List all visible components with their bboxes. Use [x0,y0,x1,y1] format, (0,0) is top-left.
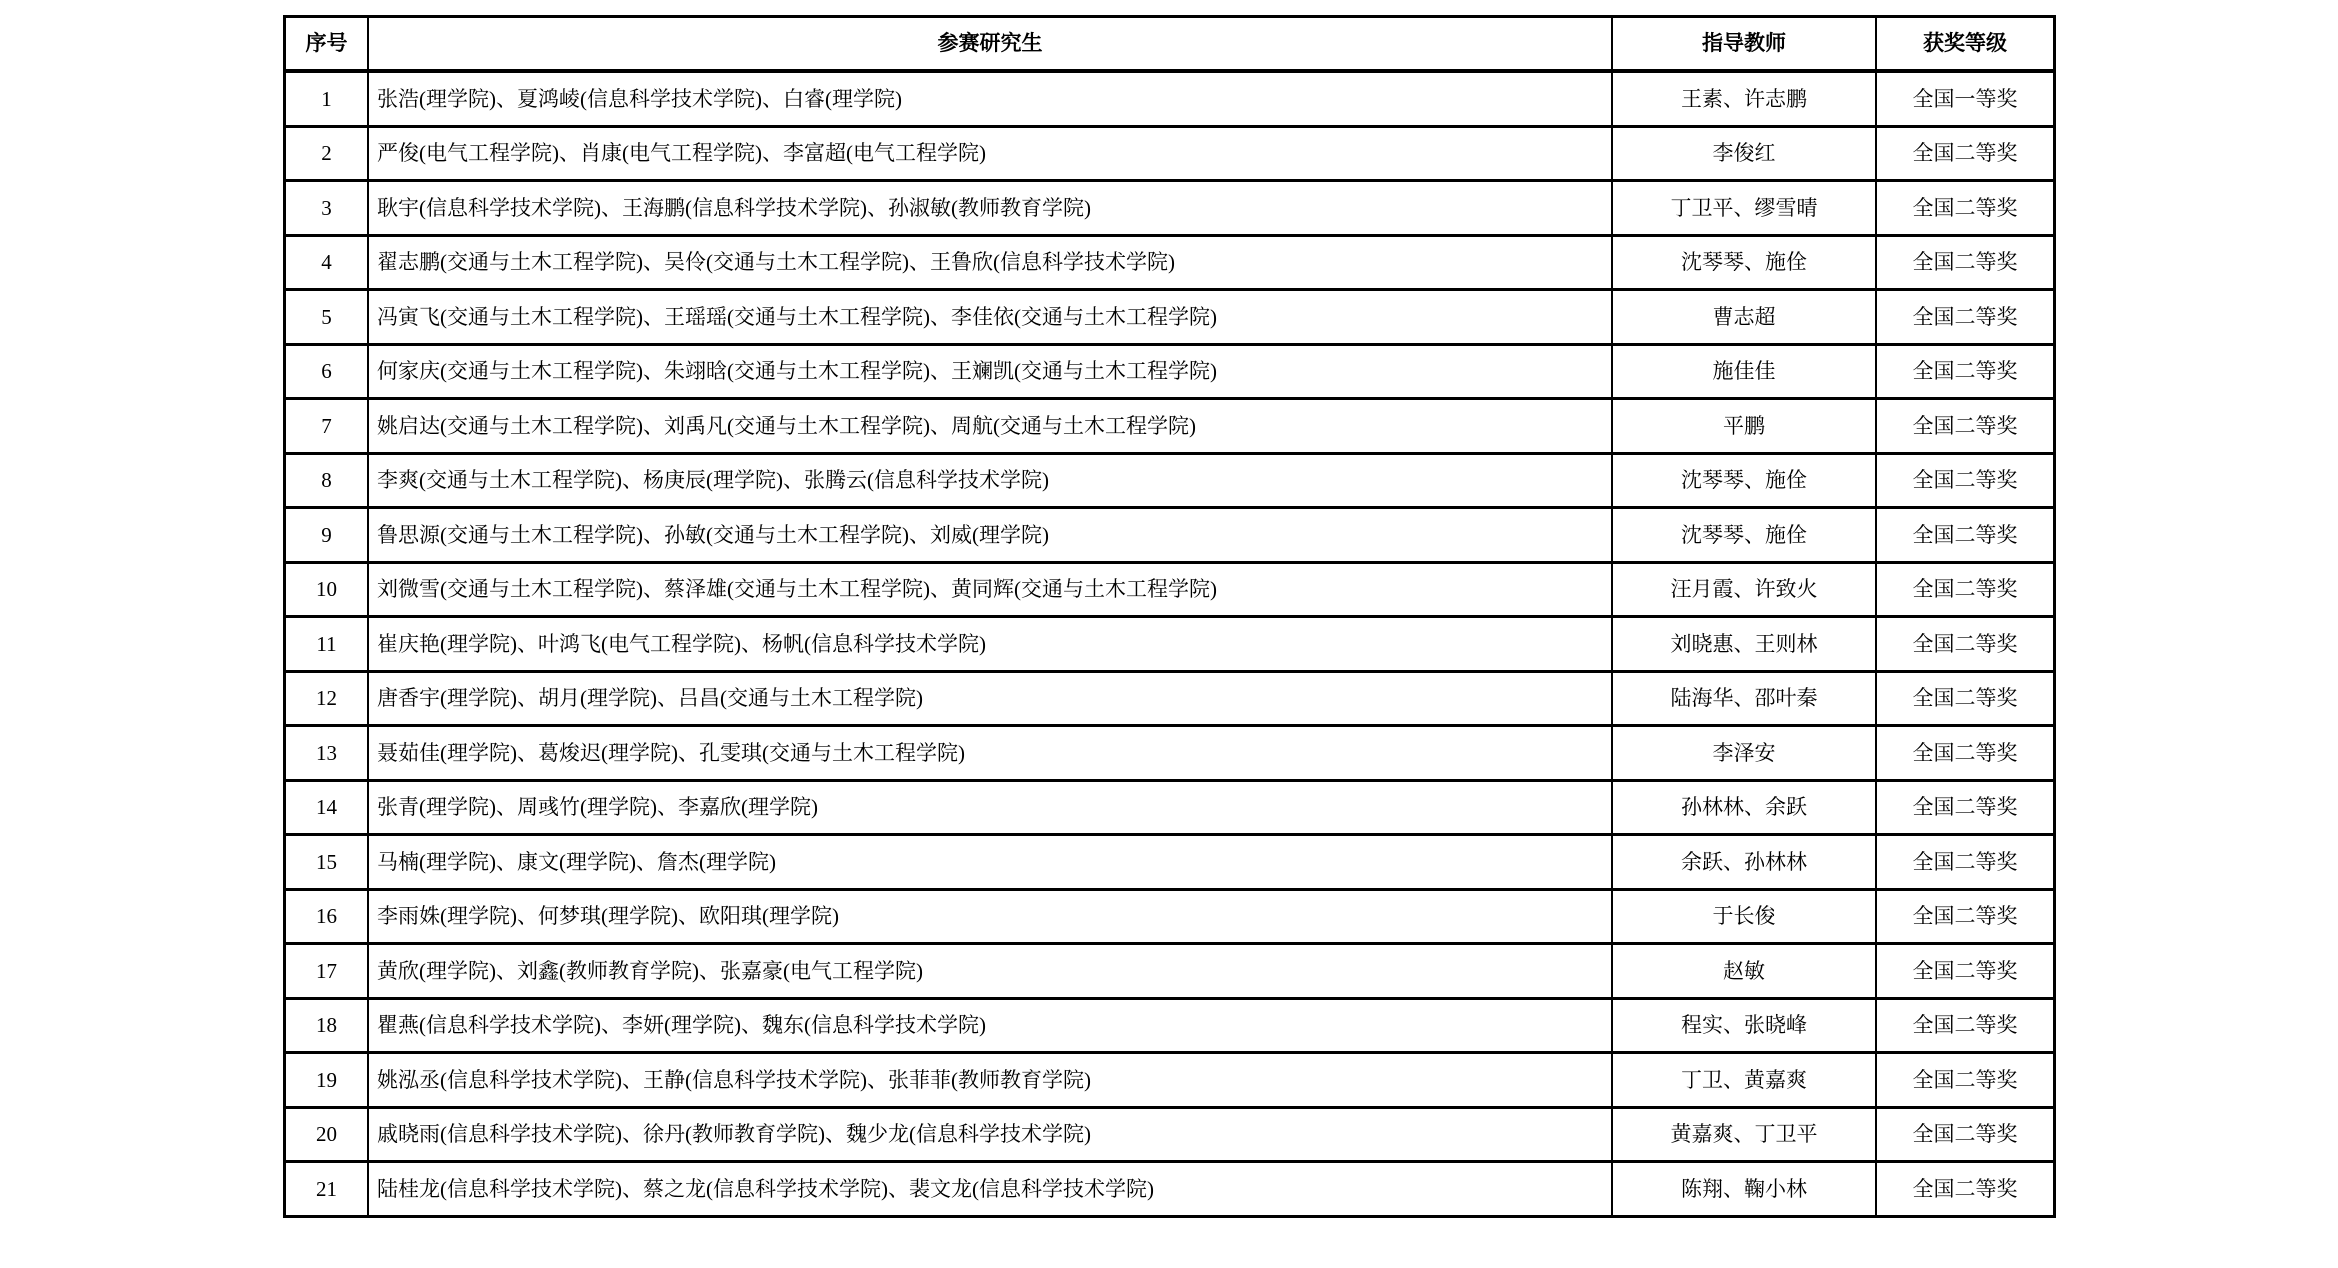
cell-advisors: 刘晓惠、王则林 [1612,617,1876,672]
cell-advisors: 汪月霞、许致火 [1612,562,1876,617]
cell-advisors: 沈琴琴、施佺 [1612,453,1876,508]
cell-award: 全国二等奖 [1876,1107,2055,1162]
cell-students: 姚泓丞(信息科学技术学院)、王静(信息科学技术学院)、张菲菲(教师教育学院) [368,1053,1612,1108]
cell-advisors: 丁卫平、缪雪晴 [1612,181,1876,236]
table-row [285,998,2055,1053]
awards-table-body [285,71,2055,1216]
cell-index: 11 [285,617,369,672]
cell-index: 17 [285,944,369,999]
cell-advisors: 施佳佳 [1612,344,1876,399]
table-row [285,344,2055,399]
cell-index: 10 [285,562,369,617]
cell-index: 7 [285,399,369,454]
table-row [285,181,2055,236]
table-row [285,290,2055,345]
cell-index: 21 [285,1162,369,1217]
cell-index: 12 [285,671,369,726]
cell-award: 全国二等奖 [1876,1162,2055,1217]
cell-advisors: 陈翔、鞠小林 [1612,1162,1876,1217]
cell-students: 戚晓雨(信息科学技术学院)、徐丹(教师教育学院)、魏少龙(信息科学技术学院) [368,1107,1612,1162]
table-row [285,71,2055,126]
cell-award: 全国二等奖 [1876,671,2055,726]
cell-award: 全国二等奖 [1876,290,2055,345]
cell-index: 6 [285,344,369,399]
cell-advisors: 曹志超 [1612,290,1876,345]
cell-advisors: 陆海华、邵叶秦 [1612,671,1876,726]
cell-award: 全国一等奖 [1876,71,2055,126]
cell-award: 全国二等奖 [1876,562,2055,617]
table-row [285,453,2055,508]
cell-students: 鲁思源(交通与土木工程学院)、孙敏(交通与土木工程学院)、刘威(理学院) [368,508,1612,563]
cell-advisors: 沈琴琴、施佺 [1612,235,1876,290]
cell-advisors: 李俊红 [1612,126,1876,181]
cell-students: 耿宇(信息科学技术学院)、王海鹏(信息科学技术学院)、孙淑敏(教师教育学院) [368,181,1612,236]
cell-award: 全国二等奖 [1876,835,2055,890]
cell-students: 崔庆艳(理学院)、叶鸿飞(电气工程学院)、杨帆(信息科学技术学院) [368,617,1612,672]
cell-students: 冯寅飞(交通与土木工程学院)、王瑶瑶(交通与土木工程学院)、李佳依(交通与土木工程学院) [368,290,1612,345]
table-row [285,944,2055,999]
cell-advisors: 赵敏 [1612,944,1876,999]
cell-index: 13 [285,726,369,781]
cell-advisors: 平鹏 [1612,399,1876,454]
cell-students: 李爽(交通与土木工程学院)、杨庚辰(理学院)、张腾云(信息科学技术学院) [368,453,1612,508]
cell-index: 4 [285,235,369,290]
cell-students: 瞿燕(信息科学技术学院)、李妍(理学院)、魏东(信息科学技术学院) [368,998,1612,1053]
table-row [285,399,2055,454]
header-row [285,17,2055,72]
cell-index: 3 [285,181,369,236]
cell-advisors: 李泽安 [1612,726,1876,781]
cell-index: 5 [285,290,369,345]
table-row [285,1053,2055,1108]
table-row [285,726,2055,781]
cell-award: 全国二等奖 [1876,780,2055,835]
cell-advisors: 丁卫、黄嘉爽 [1612,1053,1876,1108]
cell-students: 唐香宇(理学院)、胡月(理学院)、吕昌(交通与土木工程学院) [368,671,1612,726]
cell-students: 翟志鹏(交通与土木工程学院)、吴伶(交通与土木工程学院)、王鲁欣(信息科学技术学院) [368,235,1612,290]
cell-index: 8 [285,453,369,508]
cell-award: 全国二等奖 [1876,508,2055,563]
cell-students: 李雨姝(理学院)、何梦琪(理学院)、欧阳琪(理学院) [368,889,1612,944]
cell-students: 张青(理学院)、周彧竹(理学院)、李嘉欣(理学院) [368,780,1612,835]
cell-award: 全国二等奖 [1876,181,2055,236]
cell-index: 18 [285,998,369,1053]
cell-index: 9 [285,508,369,563]
cell-students: 黄欣(理学院)、刘鑫(教师教育学院)、张嘉豪(电气工程学院) [368,944,1612,999]
table-row [285,889,2055,944]
table-row [285,1162,2055,1217]
table-row [285,126,2055,181]
cell-index: 14 [285,780,369,835]
awards-table [283,15,2056,1218]
cell-award: 全国二等奖 [1876,453,2055,508]
cell-students: 刘微雪(交通与土木工程学院)、蔡泽雄(交通与土木工程学院)、黄同辉(交通与土木工程学院) [368,562,1612,617]
cell-students: 聂茹佳(理学院)、葛焌迟(理学院)、孔雯琪(交通与土木工程学院) [368,726,1612,781]
cell-students: 严俊(电气工程学院)、肖康(电气工程学院)、李富超(电气工程学院) [368,126,1612,181]
table-row [285,235,2055,290]
cell-index: 20 [285,1107,369,1162]
cell-students: 姚启达(交通与土木工程学院)、刘禹凡(交通与土木工程学院)、周航(交通与土木工程学院) [368,399,1612,454]
cell-award: 全国二等奖 [1876,235,2055,290]
cell-students: 陆桂龙(信息科学技术学院)、蔡之龙(信息科学技术学院)、裴文龙(信息科学技术学院) [368,1162,1612,1217]
table-row [285,671,2055,726]
table-row [285,780,2055,835]
cell-advisors: 孙林林、余跃 [1612,780,1876,835]
cell-award: 全国二等奖 [1876,399,2055,454]
cell-advisors: 程实、张晓峰 [1612,998,1876,1053]
header-award: 获奖等级 [1876,17,2055,72]
cell-award: 全国二等奖 [1876,726,2055,781]
table-row [285,835,2055,890]
cell-index: 1 [285,71,369,126]
cell-award: 全国二等奖 [1876,344,2055,399]
cell-advisors: 沈琴琴、施佺 [1612,508,1876,563]
cell-students: 张浩(理学院)、夏鸿崚(信息科学技术学院)、白睿(理学院) [368,71,1612,126]
cell-index: 19 [285,1053,369,1108]
cell-award: 全国二等奖 [1876,126,2055,181]
cell-advisors: 王素、许志鹏 [1612,71,1876,126]
cell-advisors: 黄嘉爽、丁卫平 [1612,1107,1876,1162]
cell-students: 马楠(理学院)、康文(理学院)、詹杰(理学院) [368,835,1612,890]
cell-award: 全国二等奖 [1876,617,2055,672]
header-advisors: 指导教师 [1612,17,1876,72]
cell-advisors: 于长俊 [1612,889,1876,944]
table-row [285,562,2055,617]
cell-students: 何家庆(交通与土木工程学院)、朱翊晗(交通与土木工程学院)、王斓凯(交通与土木工程学院) [368,344,1612,399]
cell-award: 全国二等奖 [1876,944,2055,999]
cell-award: 全国二等奖 [1876,889,2055,944]
header-no: 序号 [285,17,369,72]
document-page [283,15,2056,1218]
table-row [285,617,2055,672]
header-students: 参赛研究生 [368,17,1612,72]
cell-award: 全国二等奖 [1876,1053,2055,1108]
cell-award: 全国二等奖 [1876,998,2055,1053]
cell-index: 15 [285,835,369,890]
cell-index: 2 [285,126,369,181]
cell-index: 16 [285,889,369,944]
awards-table-header [285,17,2055,72]
cell-advisors: 余跃、孙林林 [1612,835,1876,890]
table-row [285,1107,2055,1162]
table-row [285,508,2055,563]
